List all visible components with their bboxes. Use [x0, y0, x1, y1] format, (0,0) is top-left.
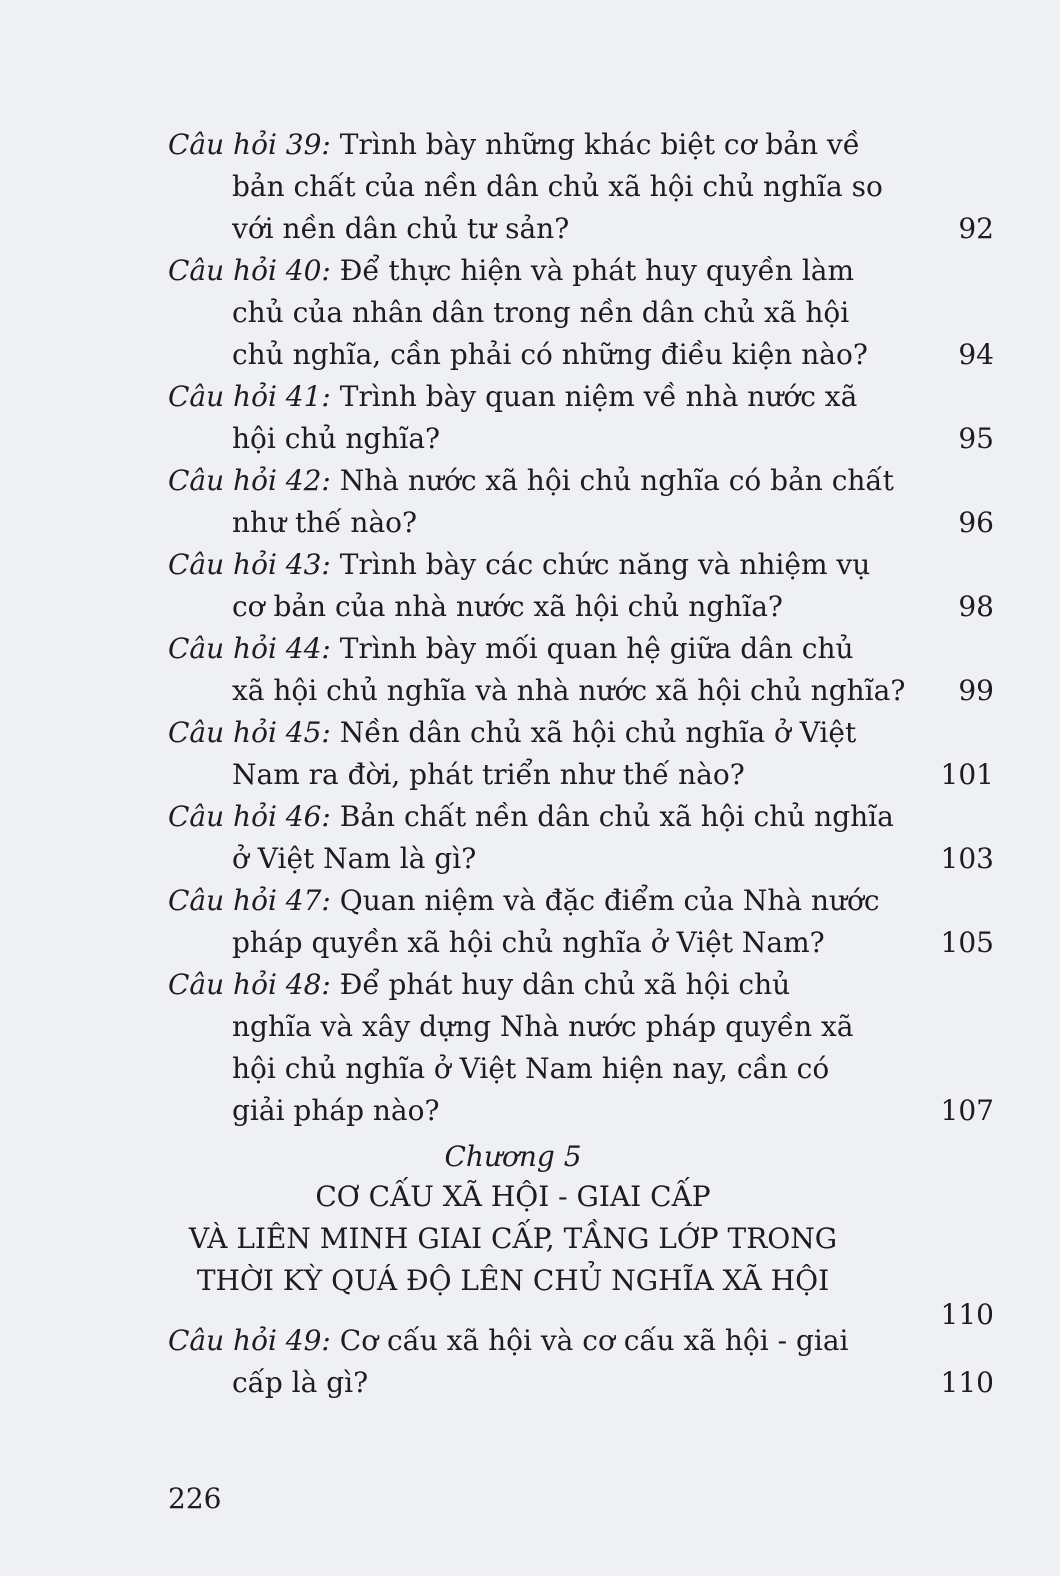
entry-first-line: [168, 544, 994, 586]
toc-entry: [168, 124, 994, 250]
entry-continuation-line: cơ bản của nhà nước xã hội chủ nghĩa?: [232, 590, 783, 623]
question-label: Câu hỏi 47:: [168, 884, 331, 917]
entry-first-line: [168, 880, 994, 922]
table-of-contents: [168, 124, 994, 1404]
entry-continuation-line: nghĩa và xây dựng Nhà nước pháp quyền xã: [232, 1010, 854, 1043]
entry-page-number: 94: [958, 338, 994, 371]
question-label: Câu hỏi 48:: [168, 968, 331, 1001]
question-text: Nhà nước xã hội chủ nghĩa có bản chất: [339, 464, 894, 497]
entry-continuation-line: như thế nào?: [232, 506, 418, 539]
entry-page-number: 101: [940, 758, 994, 791]
question-label: Câu hỏi 40:: [168, 254, 331, 287]
toc-entry: [168, 712, 994, 796]
toc-entry: [168, 460, 994, 544]
question-label: Câu hỏi 46:: [168, 800, 331, 833]
question-label: Câu hỏi 41:: [168, 380, 331, 413]
chapter-title-line: CƠ CẤU XÃ HỘI - GIAI CẤP: [315, 1180, 711, 1213]
chapter-heading: [168, 1138, 858, 1302]
chapter-title-line: VÀ LIÊN MINH GIAI CẤP, TẦNG LỚP TRONG: [188, 1222, 838, 1255]
entry-continuation-line: ở Việt Nam là gì?: [232, 842, 477, 875]
spacer: [168, 1302, 994, 1320]
question-text: Bản chất nền dân chủ xã hội chủ nghĩa: [339, 800, 894, 833]
question-text: Để thực hiện và phát huy quyền làm: [339, 254, 855, 287]
toc-entry: [168, 628, 994, 712]
toc-entry: [168, 880, 994, 964]
entry-first-line: [168, 796, 994, 838]
entry-continuation-line: hội chủ nghĩa ở Việt Nam hiện nay, cần có: [232, 1052, 830, 1085]
entry-first-line: [168, 1320, 994, 1362]
entry-page-number: 107: [940, 1094, 994, 1127]
toc-entry: [168, 1320, 994, 1404]
question-text: Trình bày những khác biệt cơ bản về: [339, 128, 860, 161]
entry-page-number: 110: [940, 1366, 994, 1399]
chapter-label: Chương 5: [444, 1140, 582, 1173]
entry-page-number: 96: [958, 506, 994, 539]
entry-first-line: [168, 250, 994, 292]
question-label: Câu hỏi 43:: [168, 548, 331, 581]
question-text: Trình bày các chức năng và nhiệm vụ: [339, 548, 871, 581]
entry-first-line: [168, 376, 994, 418]
question-text: Quan niệm và đặc điểm của Nhà nước: [339, 884, 880, 917]
entry-first-line: [168, 124, 994, 166]
toc-entry: [168, 544, 994, 628]
toc-entry: [168, 796, 994, 880]
toc-entry: [168, 964, 994, 1132]
question-text: Trình bày mối quan hệ giữa dân chủ: [339, 632, 854, 665]
chapter-title-line: THỜI KỲ QUÁ ĐỘ LÊN CHỦ NGHĨA XÃ HỘI: [196, 1264, 830, 1297]
question-label: Câu hỏi 39:: [168, 128, 331, 161]
entry-continuation-line: chủ nghĩa, cần phải có những điều kiện nào?: [232, 338, 868, 371]
entry-first-line: [168, 628, 994, 670]
entry-continuation-line: bản chất của nền dân chủ xã hội chủ nghĩa so: [232, 170, 883, 203]
question-text: Cơ cấu xã hội và cơ cấu xã hội - giai: [339, 1324, 849, 1357]
chapter-page-number: 110: [940, 1298, 994, 1331]
question-label: Câu hỏi 49:: [168, 1324, 331, 1357]
entry-first-line: [168, 964, 994, 1006]
question-label: Câu hỏi 42:: [168, 464, 331, 497]
entry-continuation-line: giải pháp nào?: [232, 1094, 440, 1127]
entry-first-line: [168, 712, 994, 754]
question-text: Để phát huy dân chủ xã hội chủ: [339, 968, 791, 1001]
question-text: Nền dân chủ xã hội chủ nghĩa ở Việt: [339, 716, 857, 749]
entry-continuation-line: chủ của nhân dân trong nền dân chủ xã hội: [232, 296, 850, 329]
entry-continuation-line: xã hội chủ nghĩa và nhà nước xã hội chủ nghĩa?: [232, 674, 906, 707]
entry-continuation-line: Nam ra đời, phát triển như thế nào?: [232, 758, 745, 791]
entry-page-number: 95: [958, 422, 994, 455]
entry-continuation-line: hội chủ nghĩa?: [232, 422, 441, 455]
entry-page-number: 98: [958, 590, 994, 623]
toc-entry: [168, 376, 994, 460]
toc-entry: [168, 250, 994, 376]
question-label: Câu hỏi 44:: [168, 632, 331, 665]
entry-page-number: 99: [958, 674, 994, 707]
entry-first-line: [168, 460, 994, 502]
entry-page-number: 103: [940, 842, 994, 875]
entry-continuation-line: pháp quyền xã hội chủ nghĩa ở Việt Nam?: [232, 926, 825, 959]
entry-page-number: 92: [958, 212, 994, 245]
question-text: Trình bày quan niệm về nhà nước xã: [339, 380, 858, 413]
entry-continuation-line: với nền dân chủ tư sản?: [232, 212, 570, 245]
entry-continuation-line: cấp là gì?: [232, 1366, 369, 1399]
question-label: Câu hỏi 45:: [168, 716, 331, 749]
page-number: 226: [168, 1482, 222, 1515]
entry-page-number: 105: [940, 926, 994, 959]
